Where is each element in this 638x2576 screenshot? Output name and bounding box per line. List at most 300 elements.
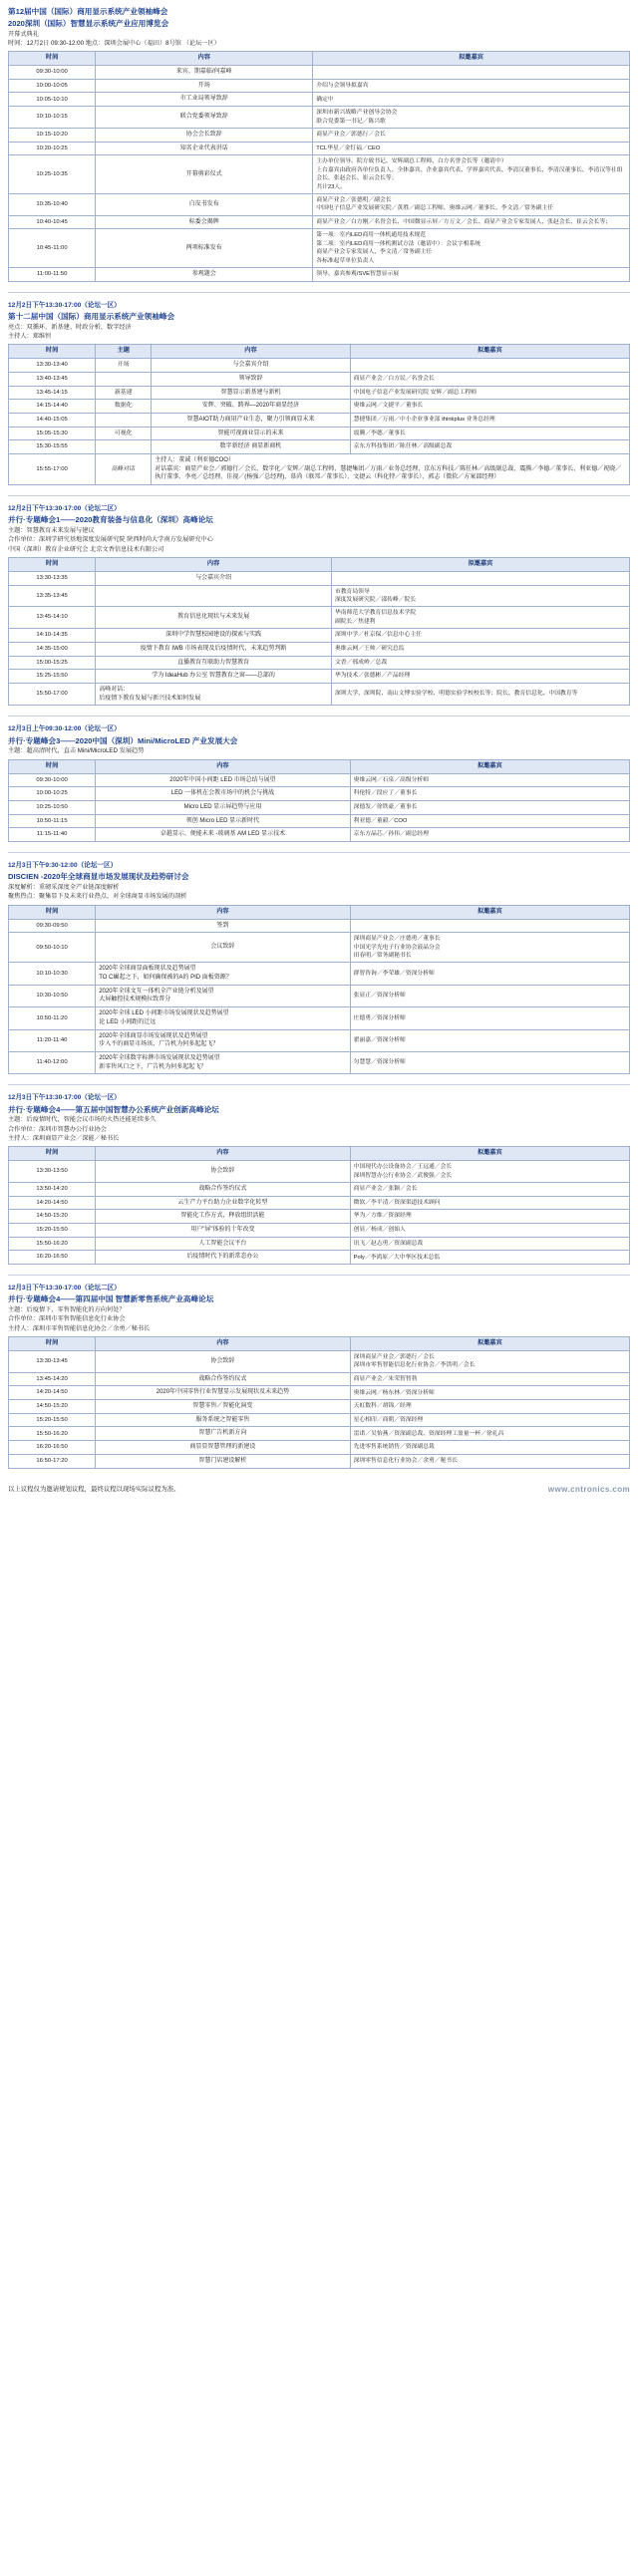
section-title: DISCIEN -2020年全球商显市场发展现状及趋势研讨会 — [8, 872, 189, 882]
cell-topic: 两项标准发布 — [96, 229, 313, 268]
table-row — [9, 1223, 630, 1237]
cell-topic: 后疫情时代下的新常态办公 — [96, 1251, 350, 1265]
table-row — [9, 427, 630, 440]
cell-topic: 2020年全球数字标牌市场发展现状及趋势展望 新零售风口之下，广告机为何多起起飞？ — [96, 1051, 350, 1073]
cell-guest: 奥维云网／王帅／研究总监 — [331, 642, 629, 656]
table-row — [9, 571, 630, 585]
agenda-table — [8, 1336, 630, 1469]
cell-guest: 文香／邢成岭／总裁 — [331, 656, 629, 670]
cell-topic: 疫情下教育 IWB 市场表现及后疫情时代，未来趋势判断 — [96, 642, 332, 656]
cell-theme: 可视化 — [96, 427, 152, 440]
cell-topic: 领创 Micro LED 显示新时代 — [96, 814, 350, 828]
cell-guest: 利亚德／董毅／COO — [350, 814, 629, 828]
table-row — [9, 155, 630, 194]
table-header-row — [9, 345, 630, 359]
column-header-guest: 拟邀嘉宾 — [313, 52, 630, 66]
cell-time: 15:00-15:25 — [9, 656, 96, 670]
section-divider — [8, 1275, 630, 1276]
section-divider — [8, 1084, 630, 1085]
cell-topic: 智慧广告机新方向 — [96, 1427, 350, 1441]
agenda-section — [8, 504, 630, 706]
cell-time: 13:40-13:45 — [9, 372, 96, 386]
sections-container — [8, 6, 630, 1469]
table-row — [9, 66, 630, 80]
section-header — [8, 724, 630, 755]
cell-guest: 深圳商显产业会／郭德行／会长 深圳市零售智能信息化行业协会／李洪明／会长 — [350, 1350, 629, 1372]
cell-topic: 白皮书发布 — [96, 193, 313, 215]
table-header-row — [9, 1147, 630, 1161]
table-row — [9, 985, 630, 1006]
cell-time: 09:30-10:00 — [9, 773, 96, 787]
section-title: 并行·专题峰会4——第四届中国 智慧新零售系统产业高峰论坛 — [8, 1294, 214, 1304]
cell-time: 11:00-11:50 — [9, 267, 96, 281]
cell-topic: 市工业局领导致辞 — [96, 93, 313, 107]
cell-guest: 深圳大学、深圳院、南山文博实验学校、明德实验学校校长等；院长、教育信息化、中国教育等 — [331, 683, 629, 705]
cell-time: 13:45-14:20 — [9, 1372, 96, 1386]
cell-topic: 2020年全球文互一体机全产业链分析及展望 大屏触控技术规模拉致普分 — [96, 985, 350, 1006]
cell-time: 16:20-16:50 — [9, 1441, 96, 1455]
column-header-guest: 拟邀嘉宾 — [350, 1147, 629, 1161]
table-row — [9, 773, 630, 787]
cell-guest: 深圳零售信息化行业协会／余勇／秘书长 — [350, 1454, 629, 1468]
table-row — [9, 1182, 630, 1196]
cell-time: 16:20-16:50 — [9, 1251, 96, 1265]
cell-topic: 参观题会 — [96, 267, 313, 281]
cell-time: 10:25-10:35 — [9, 155, 96, 194]
cell-guest: 中国电子信息产业发展研究院 安辉／副总工程师 — [350, 386, 629, 400]
cell-time: 15:30-15:55 — [9, 440, 96, 454]
column-header-topic: 内容 — [96, 1147, 350, 1161]
cell-guest: 商显产业会／白方民／名誉会长 — [350, 372, 629, 386]
agenda-section — [8, 861, 630, 1074]
cell-guest: 华南师范大学教育信息技术学院 副院长／焦建利 — [331, 607, 629, 629]
document-footer — [8, 1479, 630, 1495]
section-title: 第12届中国（国际）商用显示系统产业领袖峰会 — [8, 7, 168, 16]
table-row — [9, 1251, 630, 1265]
table-row — [9, 1161, 630, 1183]
table-row — [9, 1400, 630, 1414]
cell-guest: 张显正／资深分析师 — [350, 985, 629, 1006]
cell-theme — [96, 372, 152, 386]
table-row — [9, 1007, 630, 1029]
table-row — [9, 814, 630, 828]
cell-guest: 匀慧慧／资深分析师 — [350, 1051, 629, 1073]
column-header-guest: 拟邀嘉宾 — [350, 345, 629, 359]
cell-time: 10:50-11:15 — [9, 814, 96, 828]
section-subline: 合作单位：深圳市智慧办公行业协会 主持人：深圳商显产业会／深能／秘书长 — [8, 1125, 120, 1142]
cell-guest: 商显产业会／张颖／会长 — [350, 1182, 629, 1196]
cell-time: 14:50-15:20 — [9, 1400, 96, 1414]
cell-topic: 智能化工作方式，释放组织活能 — [96, 1210, 350, 1224]
cell-theme: 新基建 — [96, 386, 152, 400]
column-header-topic: 内容 — [96, 759, 350, 773]
cell-guest: 商显产业会／郭德行／会长 — [313, 128, 630, 142]
cell-guest: 商显产业会／朱荣智智勃 — [350, 1372, 629, 1386]
table-row — [9, 670, 630, 684]
table-row — [9, 1454, 630, 1468]
cell-topic: 人工智能会议平台 — [96, 1237, 350, 1251]
section-header — [8, 861, 630, 902]
cell-topic: Micro LED 显示屏趋势与应用 — [96, 800, 350, 814]
cell-guest — [350, 359, 629, 373]
table-row — [9, 933, 630, 963]
section-divider — [8, 292, 630, 293]
table-row — [9, 1441, 630, 1455]
table-row — [9, 787, 630, 801]
cell-topic: 安辉、突破、踌界—2020年商显经济 — [152, 400, 350, 414]
cell-time: 13:30-13:50 — [9, 1161, 96, 1183]
cell-topic: 与会嘉宾介绍 — [96, 571, 332, 585]
cell-guest: 市教育局领导 深度发展研究院／邵传峰／院长 — [331, 585, 629, 607]
agenda-table — [8, 557, 630, 706]
section-title: 并行·专题峰会1——2020教育装备与信息化（深圳）高峰论坛 — [8, 515, 213, 525]
table-row — [9, 963, 630, 985]
section-divider — [8, 852, 630, 853]
cell-theme — [96, 440, 152, 454]
cell-guest: 京东方晶芯／孙伟／副总经理 — [350, 828, 629, 842]
table-row — [9, 413, 630, 427]
cell-guest — [331, 571, 629, 585]
cell-topic: 智慧显示新基建与新机 — [152, 386, 350, 400]
cell-time: 13:45-14:10 — [9, 607, 96, 629]
section-title: 2020深圳（国际）智慧显示系统产业应用博览会 — [8, 18, 169, 28]
cell-guest: 确定中 — [313, 93, 630, 107]
column-header-topic: 内容 — [96, 905, 350, 919]
cell-topic: 与会嘉宾介绍 — [152, 359, 350, 373]
cell-time: 10:25-10:50 — [9, 800, 96, 814]
cell-time: 13:30-13:40 — [9, 359, 96, 373]
cell-time: 11:40-12:00 — [9, 1051, 96, 1073]
cell-topic: 数字新经济 商显新商机 — [152, 440, 350, 454]
section-header — [8, 1093, 630, 1143]
cell-guest: 主办单位领导、院方致书记、安辉副总工程师、白方名誉会长等（邀请中） 上台嘉宾由政府各单位负责人、全体嘉宾、企业嘉宾代表、学界嘉宾代表、李清汉董事长、李清汉董事长、李清汉等社组会长、张赵会长、崔云会长等； 共计23人。 — [313, 155, 630, 194]
section-subline: 时间：12月2日 09:30-12:00 地点：深圳会展中心（福田）8号馆 （论坛一区） — [8, 39, 220, 47]
watermark: www.cntronics.com — [547, 1485, 630, 1495]
cell-time: 15:50-16:20 — [9, 1427, 96, 1441]
cell-guest: TCL华星／金钉福／CEO — [313, 142, 630, 155]
table-row — [9, 229, 630, 268]
cell-topic: 云生产力平台助力企业数字化转型 — [96, 1196, 350, 1210]
cell-time: 13:30-13:45 — [9, 1350, 96, 1372]
cell-time: 09:30-10:00 — [9, 66, 96, 80]
cell-topic: 直播教育互联助力智慧教育 — [96, 656, 332, 670]
agenda-section — [8, 1093, 630, 1265]
cell-guest: 深德发／徐铁豪／董事长 — [350, 800, 629, 814]
cell-guest: 领导、嘉宾参观/SVE智慧显示展 — [313, 267, 630, 281]
table-header-row — [9, 52, 630, 66]
cell-topic: 来宾、期嘉临/何嘉峰 — [96, 66, 313, 80]
table-header-row — [9, 1336, 630, 1350]
cell-time: 13:45-14:15 — [9, 386, 96, 400]
section-title: 12月2日下午13:30-17:00（论坛二区） — [8, 505, 121, 513]
cell-time: 15:20-15:50 — [9, 1413, 96, 1427]
column-header-topic: 内容 — [96, 1336, 350, 1350]
section-header — [8, 504, 630, 554]
cell-time: 13:30-13:35 — [9, 571, 96, 585]
cell-topic: 高峰对话： 后疫情下教育发展与新兴技术如何发展 — [96, 683, 332, 705]
table-row — [9, 128, 630, 142]
cell-theme: 数据化 — [96, 400, 152, 414]
cell-guest: 深圳市新兴战略产业创导会协会 联合党委第一书记／陈兴歌 — [313, 107, 630, 129]
cell-topic: 标委会揭牌 — [96, 215, 313, 229]
cell-time: 10:00-10:25 — [9, 787, 96, 801]
cell-time: 15:50-16:20 — [9, 1237, 96, 1251]
cell-time: 15:50-17:00 — [9, 683, 96, 705]
cell-guest: 华为技术／张德彬／产品经理 — [331, 670, 629, 684]
cell-time: 10:15-10:20 — [9, 128, 96, 142]
table-row — [9, 656, 630, 670]
table-row — [9, 1051, 630, 1073]
table-row — [9, 1386, 630, 1400]
section-subline: 亮点：双循环、新基建、时政分析、数字经济 — [8, 323, 132, 331]
cell-topic: 商显显智慧管理的新建设 — [96, 1441, 350, 1455]
column-header-guest: 拟邀嘉宾 — [331, 557, 629, 571]
cell-guest: 天虹数科／胡锦／经理 — [350, 1400, 629, 1414]
cell-topic: 协会致辞 — [96, 1161, 350, 1183]
cell-guest: 庄德勇／资深分析师 — [350, 1007, 629, 1029]
table-row — [9, 629, 630, 643]
cell-time: 09:30-09:50 — [9, 919, 96, 933]
cell-time: 11:20-11:40 — [9, 1029, 96, 1051]
cell-guest: 商显产业会／张德明／副会长 中国电子信息产业发展研究院／黄胜／副总工程师、奥维云网／董事长、李文清／常务副主任 — [313, 193, 630, 215]
cell-topic: 深圳中学智慧校园建设的探索与实践 — [96, 629, 332, 643]
cell-time: 10:30-10:50 — [9, 985, 96, 1006]
cell-guest: 介绍与会领导拟嘉宾 — [313, 79, 630, 93]
section-subline: 深度解析：重磅采深度全产业链深度解析 — [8, 883, 120, 891]
cell-guest: 奥维云网／文捷平／董事长 — [350, 400, 629, 414]
cell-theme: 高峰对话 — [96, 453, 152, 484]
column-header-time: 时间 — [9, 1147, 96, 1161]
column-header-time: 时间 — [9, 345, 96, 359]
cell-topic: 2020年中国零售行业智慧显示发展现状及未来趋势 — [96, 1386, 350, 1400]
cell-guest: Poly／李鸿原／大中华区技术总监 — [350, 1251, 629, 1265]
section-header — [8, 1284, 630, 1333]
section-title: 第十二届中国（国际）商用显示系统产业领袖峰会 — [8, 311, 175, 321]
cell-topic: 开幕剪彩仪式 — [96, 155, 313, 194]
cell-time: 09:50-10:10 — [9, 933, 96, 963]
table-row — [9, 828, 630, 842]
table-row — [9, 142, 630, 155]
cell-topic: 领导致辞 — [152, 372, 350, 386]
cell-time: 10:10-10:15 — [9, 107, 96, 129]
cell-topic: 开场 — [96, 79, 313, 93]
table-row — [9, 400, 630, 414]
column-header-topic: 内容 — [96, 52, 313, 66]
section-subline: 合作单位：深圳学研究基地深度发展研究院 陕西时尚大学南方发展研究中心 中国（深圳）教育企业研究会 北京文香信息技术有限公司 — [8, 536, 213, 553]
cell-topic: 协会会长致辞 — [96, 128, 313, 142]
section-subline: 主题：智慧教育未来发展与建议 — [8, 527, 95, 535]
section-subline: 主题：超高清时代，直击 Mini/MicroLED 发展趋势 — [8, 747, 145, 755]
agenda-table — [8, 1146, 630, 1265]
table-row — [9, 1350, 630, 1372]
footer-note: 以上议程仅为邀请规划议程，最终议程以现场实际议程为准。 — [8, 1485, 180, 1493]
cell-topic: 用户"屏"体验的十年改变 — [96, 1223, 350, 1237]
column-header-time: 时间 — [9, 759, 96, 773]
agenda-section — [8, 301, 630, 485]
cell-time: 10:00-10:05 — [9, 79, 96, 93]
cell-time: 10:05-10:10 — [9, 93, 96, 107]
cell-topic — [96, 585, 332, 607]
cell-topic: 智能可视商业显示的未来 — [152, 427, 350, 440]
cell-guest: 先进零售系统销售／资深副总裁 — [350, 1441, 629, 1455]
column-header-time: 时间 — [9, 905, 96, 919]
cell-topic: LED 一体机在会教市场中的机会与挑战 — [96, 787, 350, 801]
cell-time: 14:35-15:00 — [9, 642, 96, 656]
section-title: 12月3日下午13:30-17:00（论坛一区） — [8, 1094, 121, 1102]
table-row — [9, 79, 630, 93]
cell-time: 14:20-14:50 — [9, 1386, 96, 1400]
table-row — [9, 267, 630, 281]
cell-topic: 2020年全球 LED 小间距市场发展现状及趋势展望 论 LED 小间距的迁远 — [96, 1007, 350, 1029]
table-row — [9, 1210, 630, 1224]
cell-time: 11:15-11:40 — [9, 828, 96, 842]
table-row — [9, 1237, 630, 1251]
table-row — [9, 386, 630, 400]
cell-time: 13:35-13:45 — [9, 585, 96, 607]
cell-guest: 奥维云网／石泉／高级分析师 — [350, 773, 629, 787]
cell-topic: 智慧AIOT助力商用产业生态，聚力引领商显未来 — [152, 413, 350, 427]
column-header-topic: 内容 — [96, 557, 332, 571]
table-row — [9, 440, 630, 454]
cell-topic: 战略合作签约仪式 — [96, 1182, 350, 1196]
agenda-table — [8, 759, 630, 842]
cell-guest: 科伦特／段应了／董事长 — [350, 787, 629, 801]
cell-topic: 2020年全球商显面板现状及趋势展望 TO C崛起之下，如何确保被的A的 PID 面板资源？ — [96, 963, 350, 985]
cell-topic: 服务系统之智能零售 — [96, 1413, 350, 1427]
table-row — [9, 193, 630, 215]
cell-guest: 微软／李平清／资深渠道技术顾问 — [350, 1196, 629, 1210]
cell-topic: 签到 — [96, 919, 350, 933]
cell-guest: 雷诺／吴怡燕／资深副总裁、资深经理工盈量一杯／徐礼昌 — [350, 1427, 629, 1441]
cell-topic: 知名企业代表讲话 — [96, 142, 313, 155]
cell-time: 16:50-17:20 — [9, 1454, 96, 1468]
table-row — [9, 215, 630, 229]
column-header-time: 时间 — [9, 1336, 96, 1350]
column-header-time: 时间 — [9, 52, 96, 66]
cell-topic: 2020年中国小间距 LED 市场总结与展望 — [96, 773, 350, 787]
cell-topic: 卓越显示、便能未来 -玻璃基 AM LED 显示技术 — [96, 828, 350, 842]
cell-time: 14:15-14:40 — [9, 400, 96, 414]
cell-time: 14:40-15:05 — [9, 413, 96, 427]
cell-guest — [313, 66, 630, 80]
agenda-table — [8, 51, 630, 281]
cell-time: 14:20-14:50 — [9, 1196, 96, 1210]
cell-topic: 智慧零售／智能化演变 — [96, 1400, 350, 1414]
table-row — [9, 107, 630, 129]
section-subline: 聚焦热点：聚集显下及未来行业热点，对全球商显市场发展的剖析 — [8, 893, 187, 901]
cell-guest: 深圳商显产业会／庄德勇／董事长 中国光学光电子行业协会液晶分会 田春明／常务副秘书长 — [350, 933, 629, 963]
cell-topic: 学为 IdeaHub 办公室 智慧教育之窗——总部的 — [96, 670, 332, 684]
cell-guest: 翟丽嘉／资深分析师 — [350, 1029, 629, 1051]
section-title: 并行·专题峰会4——第五届中国智慧办公系统产业创新高峰论坛 — [8, 1104, 219, 1114]
section-subline: 开幕式典礼 — [8, 30, 39, 38]
agenda-section — [8, 1284, 630, 1468]
table-row — [9, 1372, 630, 1386]
cell-time: 15:20-15:50 — [9, 1223, 96, 1237]
table-row — [9, 359, 630, 373]
cell-time: 10:10-10:30 — [9, 963, 96, 985]
agenda-section — [8, 724, 630, 842]
table-row — [9, 1196, 630, 1210]
cell-topic: 主持人：董诚（利亚德COO） 对话嘉宾：商显产业会／郭德行／会长、数字化／安辉／副总工程师、慧捷集团／万雨／业务总经理、京东方科技／陈任林／高级副总裁、震腾／李德／董事长、利亚德／祝晓／执行董事、李亮／总经理、佳视／(杨强／总经理)、慕尚（联邦／董事长）、文捷云（科化特／董事长）、郭志（微软／方案部经理） — [152, 453, 630, 484]
cell-guest: 中国现代办公设备协会／王远通／会长 深圳智慧办公行业协会／武俊强／会长 — [350, 1161, 629, 1183]
cell-guest: 群智咨询／李荣雄／资深分析师 — [350, 963, 629, 985]
table-row — [9, 683, 630, 705]
cell-time: 15:25-15:50 — [9, 670, 96, 684]
cell-guest: 深圳中学／杜京保／信息中心主任 — [331, 629, 629, 643]
cell-topic: 会议致辞 — [96, 933, 350, 963]
cell-time: 14:10-14:35 — [9, 629, 96, 643]
section-header — [8, 301, 630, 342]
column-header-guest: 拟邀嘉宾 — [350, 905, 629, 919]
table-header-row — [9, 557, 630, 571]
cell-guest — [350, 919, 629, 933]
cell-guest: 创显／杨成／创始人 — [350, 1223, 629, 1237]
cell-topic: 联合党委领导致辞 — [96, 107, 313, 129]
cell-time: 10:40-10:45 — [9, 215, 96, 229]
cell-topic: 智慧门店建设解析 — [96, 1454, 350, 1468]
table-row — [9, 607, 630, 629]
cell-guest: 奥维云网／杨东林／资深分析师 — [350, 1386, 629, 1400]
cell-time: 10:20-10:25 — [9, 142, 96, 155]
cell-topic: 战略合作签约仪式 — [96, 1372, 350, 1386]
cell-guest: 华为／方维／资深经理 — [350, 1210, 629, 1224]
cell-theme — [96, 413, 152, 427]
column-header-topic: 内容 — [152, 345, 350, 359]
table-header-row — [9, 905, 630, 919]
table-row — [9, 585, 630, 607]
section-title: 并行·专题峰会3——2020中国（深圳）Mini/MicroLED 产业发展大会 — [8, 735, 238, 745]
cell-topic: 教育信息化现状与未来发展 — [96, 607, 332, 629]
table-row — [9, 453, 630, 484]
section-subline: 合作单位：深圳市零售智能信息化行业协会 主持人：深圳市零售智能信息化协会／余勇／秘书长 — [8, 1315, 151, 1332]
cell-guest: 讯飞／赵志勇／资深副总裁 — [350, 1237, 629, 1251]
section-title: 12月3日上午09:30-12:00（论坛一区） — [8, 725, 121, 733]
cell-guest: 星心相印／商朝／资深经理 — [350, 1413, 629, 1427]
column-header-time: 时间 — [9, 557, 96, 571]
column-header-guest: 拟邀嘉宾 — [350, 1336, 629, 1350]
cell-guest: 第一项：室内LED商用一体机通用技术规范 第二项：室内LED商用一体机测试方法（邀请中）：会议字相系统 商显产业会专家发展人、李文清／常务副主任 各标准起草单位负责人 — [313, 229, 630, 268]
section-subline: 主持人：郑维恒 — [8, 332, 52, 340]
table-row — [9, 1413, 630, 1427]
cell-topic: 协会致辞 — [96, 1350, 350, 1372]
agenda-table — [8, 344, 630, 485]
cell-time: 10:50-11:20 — [9, 1007, 96, 1029]
column-header-guest: 拟邀嘉宾 — [350, 759, 629, 773]
table-row — [9, 642, 630, 656]
cell-theme: 开场 — [96, 359, 152, 373]
section-divider — [8, 495, 630, 496]
section-header — [8, 6, 630, 48]
cell-time: 10:45-11:00 — [9, 229, 96, 268]
table-header-row — [9, 759, 630, 773]
table-row — [9, 1029, 630, 1051]
agenda-section — [8, 6, 630, 282]
table-row — [9, 1427, 630, 1441]
agenda-table — [8, 905, 630, 1075]
cell-time: 15:05-15:30 — [9, 427, 96, 440]
cell-time: 13:50-14:20 — [9, 1182, 96, 1196]
cell-time: 10:35-10:40 — [9, 193, 96, 215]
cell-guest: 震腾／李德／董事长 — [350, 427, 629, 440]
table-row — [9, 93, 630, 107]
cell-time: 15:55-17:00 — [9, 453, 96, 484]
section-title: 12月3日下午9:30-12:00（论坛一区） — [8, 861, 118, 869]
table-row — [9, 800, 630, 814]
table-row — [9, 919, 630, 933]
section-title: 12月3日下午13:30-17:00（论坛二区） — [8, 1285, 121, 1292]
section-subline: 主题：后疫情下，零售智能化的方向何处？ — [8, 1306, 126, 1314]
